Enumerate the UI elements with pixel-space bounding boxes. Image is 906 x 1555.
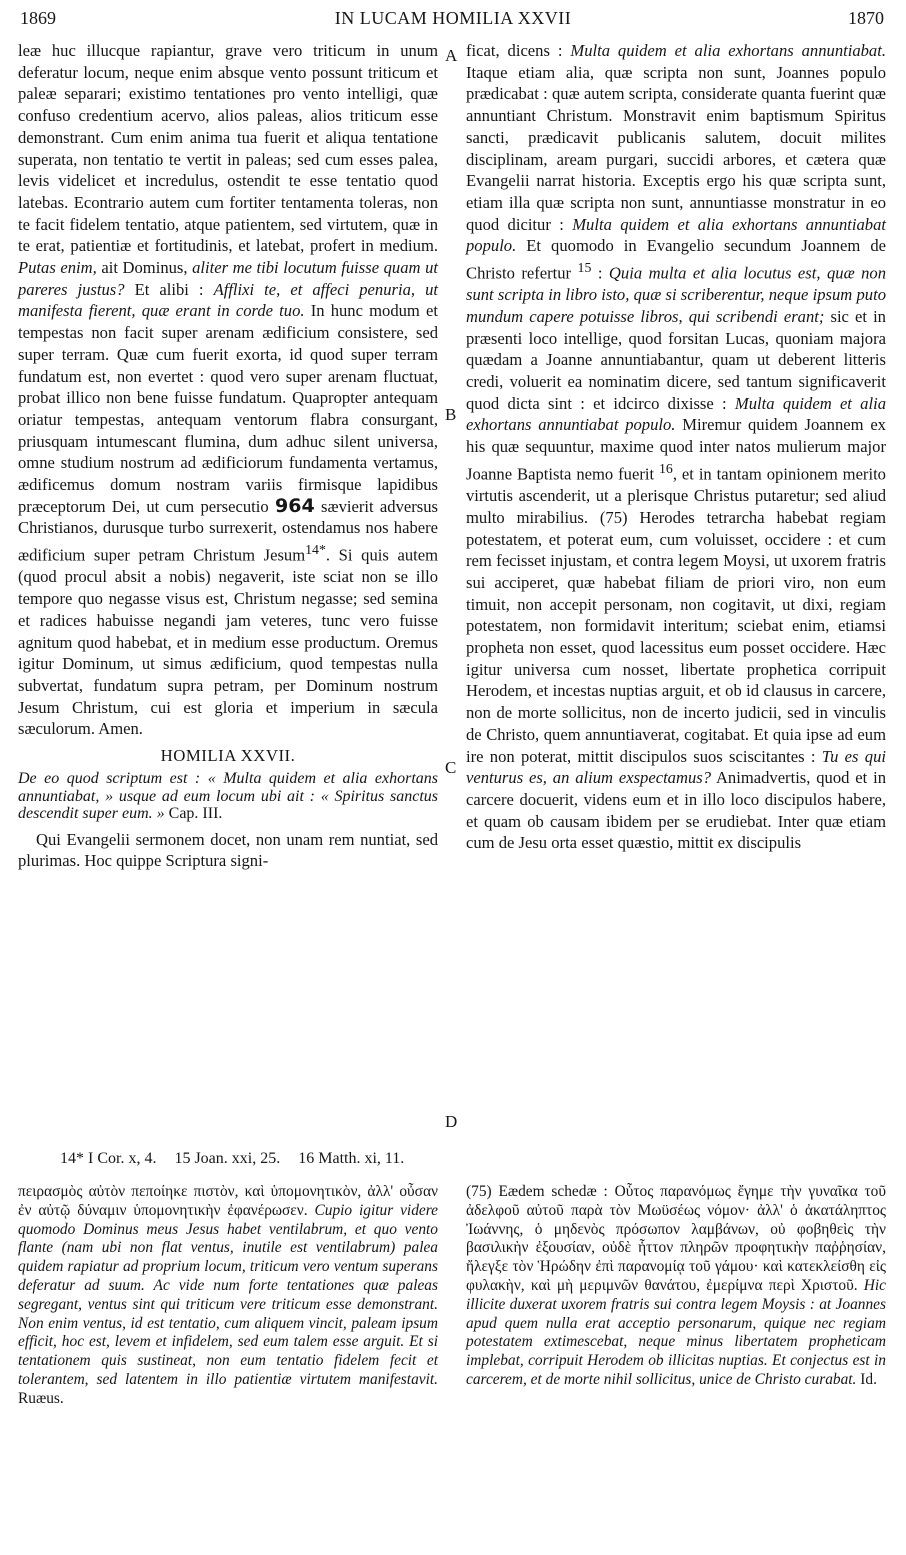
margin-letter-c: C [445,758,457,777]
margin-letter-a: A [445,46,458,65]
quote-putas: Putas enim, [18,258,97,278]
footnotes [60,1150,418,1168]
footnote-16: 16 Matth. xi, 11. [298,1150,405,1167]
right-column [466,40,886,854]
footnote-ref-16: 16 [659,460,673,476]
left-column [18,40,438,872]
chapter-ref: Cap. III. [168,805,223,823]
footnote-14: 14* I Cor. x, 4. [60,1150,157,1167]
footnote-ref-14: 14* [305,542,326,558]
note-left-greek: πειρασμὸς αὐτὸν πεποίηκε πιστὸν, καὶ ὑπομονητικὸν, ἀλλ' οὖσαν ἐν αὐτῷ δύναμιν ὑπομονητικὴν ἐφανέρωσεν. [18,1183,438,1219]
left-paragraph-2: Qui Evangelii sermonem docet, non unam rem nuntiat, sed plurimas. Hoc quippe Scriptura signi- [18,829,438,871]
footnote-15: 15 Joan. xxi, 25. [174,1150,281,1167]
right-paragraph-1: ficat, dicens : Multa quidem et alia exhortans annuntiabat. Itaque etiam alia, quæ scripta non sunt, Joannes populo prædicabat : quæ autem scripta, considerate quanta fuerint quæ annuntiant Christum. Monstravit enim baptismum Spiritus sancti, prædicavit publicanis salutem, docuit milites disciplinam, aream purgari, succidi arbores, et cætera quæ Evangelii narrat historia. Exceptis ergo his quæ scripta sunt, etiam illa quæ scripta non sunt, annuntiasse monstratur in eo quod dicitur : Multa quidem et alia exhortans annuntiabat populo. Et quomodo in Evangelio secundum Joannem de Christo refertur $^{15}$ : Quia multa et alia locutus est, quæ non sunt scripta in libro isto, quæ si scriberentur, neque ipsum puto mundum capere potuisse libros, qui scribendi erant; sic et in præsenti loco intellige, quod forsitan Lucas, quoniam majora quædam a Joanne annuntiabantur, quam ut deberent litteris credi, voluerit ea nominatim dicere, sed tantum significaverit quod dicta sint : et idcirco dixisse : Multa quidem et alia exhortans annuntiabat populo. Miremur quidem Joannem ex his quæ sequuntur, maxime quod inter natos mulierum major Joanne Baptista nemo fuerit $^{16}$, et in tantam opinionem merito virtutis ascenderit, ut a plerisque Christus putaretur; sed aliud multo mirabilius. (75) Herodes tetrarcha habebat regiam potestatem, et poterat eum, cum voluisset, occidere : et cum rem fecisset injustam, et contra legem Moysi, ut uxorem fratris sui acciperet, quæ habebat filiam de priori viro, non eum timuit, non accepit personam, non cogitavit, ut dixi, regiam potestatem, non formidavit interitum; sciebat enim, etiamsi propheta non esset, quod lacessitus eum posset occidere. Hæc igitur universa cum nosset, libertate prophetica corripuit Herodem, et incestas nuptias arguit, et ob id clausus in carcere, non de morte sollicitus, non de incerto judicii, sed in vinculis de Christo, quem annuntiaverat, cogitabat. Et quia ipse ad eum ire non poterat, mittit discipulos suos sciscitantes : Tu es qui venturus es, an alium exspectamus? Animadvertis, quod et in carcere docuerit, videns eum et in illo loco discipulos habere, et quam ob causam ibidem per se erudiebat. Inter quæ etiam cum de Jesu orta esset quæstio, mittit ex discipulis [466,41,886,853]
note-right-latin: Hic illicite duxerat uxorem fratris sui contra legem Moysis : at Joannes apud quem nulla erat acceptio personarum, quique nec regiam potestatem extimescebat, neque minus libertatem propheticam implebat, corripuit Herodem ob illicitas nuptias. Et conjectus est in carcerem, et de morte nihil sollicitus, unice de Christo curabat. [466,1276,886,1388]
homily-subject: De eo quod scriptum est : « Multa quidem et alia exhortans annuntiabat, » usque ad eum locum ubi ait : « Spiritus sanctus descendit super eum. » Cap. III. [18,770,438,823]
quote-afflixi: Afflixi te, et affeci penuria, ut manifesta fierent, quæ erant in corde tuo. [18,279,438,321]
footnote-ref-15: 15 [577,260,592,276]
note-right-author: Id. [860,1370,877,1388]
running-title: IN LUCAM HOMILIA XXVII [334,8,572,28]
note-left-latin: Cupio igitur videre quomodo Dominus meus Jesus habet ventilabrum, et quo vento flante (nam ubi non flat ventus, inutile est ventilabrum) palea quidem rapiatur ad proprium locum, triticum vero ventum superans deferatur ad suum. Ac vide num forte tentationes quæ paleas segregant, ventus sint qui triticum vere triticum esse demonstrant. Non enim ventus, id est tentatio, cum aliquem vincit, paleam ipsum efficit, hoc est, levem et infidelem, sed eum talem esse arguit. Et si tentationem quis sustineat, non eum tentatio fidelem fecit et tolerantem, sed latentem in illo patientiæ virtutem manifestavit. [18,1201,438,1388]
homily-title: HOMILIA XXVII. [160,746,296,766]
editorial-note-right [466,1183,886,1390]
left-page-number: 1869 [20,8,56,28]
right-page-number: 1870 [848,8,884,28]
note-right-intro: (75) Eædem schedæ : [466,1183,608,1200]
margin-letter-b: B [445,405,457,424]
editorial-note-left [18,1183,438,1409]
quote-aliter: aliter me tibi locutum fuisse quam ut pareres justus? [18,258,438,299]
page-header [0,0,906,40]
left-paragraph-1: leæ huc illucque rapiantur, grave vero triticum in unum deferatur locum, neque enim absque vento possunt triticum et paleæ separari; existimo tentationes pro vento intelligi, quæ confuso credentium acervo, alios paleas, alios triticum esse demonstrant. Cum enim anima tua fuerit et aliqua tentatione superata, non tentatio te vertit in paleas; sed cum esses palea, levis videlicet et incredulus, ostendit te esse tentatio quod latebas. Econtrario autem cum fortiter tentamenta toleras, non te facit fidelem tentatio, atque patientem, sed virtutem, quæ in te erat, patientiæ et fortitudinis, et latebat, profert in medium. Putas enim, ait Dominus, aliter me tibi locutum fuisse quam ut pareres justus? Et alibi : Afflixi te, et affeci penuria, ut manifesta fierent, quæ erant in corde tuo. In hunc modum et tempestas non facit super arenam ædificium consistere, sed super terram. Quæ cum fuerit exorta, id quod super terram fundatum est, non evertet : quod vero super arenam fluctuat, probat illico non bene fuisse fundatum. Quapropter antequam oriatur tempestas, antequam ventorum flabra consurgant, priusquam intumescant flumina, dum adhuc silent universa, omne studium nostrum ad ædificiorum fundamenta vertamus, ædificemus domum nostram variis firmisque lapidibus præceptorum Dei, ut cum persecutio 964 sævierit adversus Christianos, durusque turbo surrexerit, ostendamus nos habere ædificium super petram Christum Jesum$^{14*}$. Si quis autem (quod procul absit a nobis) negaverit, iste sciat non se illo tempore quo negasse visus est, Christum negasse; sed semina et radices habuisse negandi jam veteres, tunc vero fuisse agnitum quod habebat, et in medium esse productum. Oremus igitur Dominum, ut simus ædificium, quod tempestas nulla subvertat, fundatum supra petram, per Dominum nostrum Jesum Christum, cui est gloria et imperium in sæcula sæculorum. Amen. [18,41,439,739]
note-left-author: Ruæus. [18,1389,64,1407]
margin-letter-d: D [445,1112,458,1131]
note-right-greek: Οὗτος παρανόμως ἔγημε τὴν γυναῖκα τοῦ ἀδελφοῦ αὐτοῦ παρὰ τὸν Μωϋσέως νόμον· ἀλλ' ὁ ἀκατάληπτος Ἰωάννης, ὁ μηδενὸς πρόσωπον λαμβάνων, οὐ φοβηθεὶς τὴν βασιλικὴν ἐξουσίαν, οὐδὲ ἧττον πληρῶν προφητικὴν παῤῥησίαν, ἤλεγξε τὸν Ἡρώδην ἐπὶ παρανομίᾳ τοῦ γάμου· καὶ κατεκλείσθη εἰς φυλακὴν, καὶ μὴ μεριμνῶν θανάτου, ἐμερίμνα περὶ Χριστοῦ. [466,1183,886,1294]
page-marker: 964 [275,494,315,517]
